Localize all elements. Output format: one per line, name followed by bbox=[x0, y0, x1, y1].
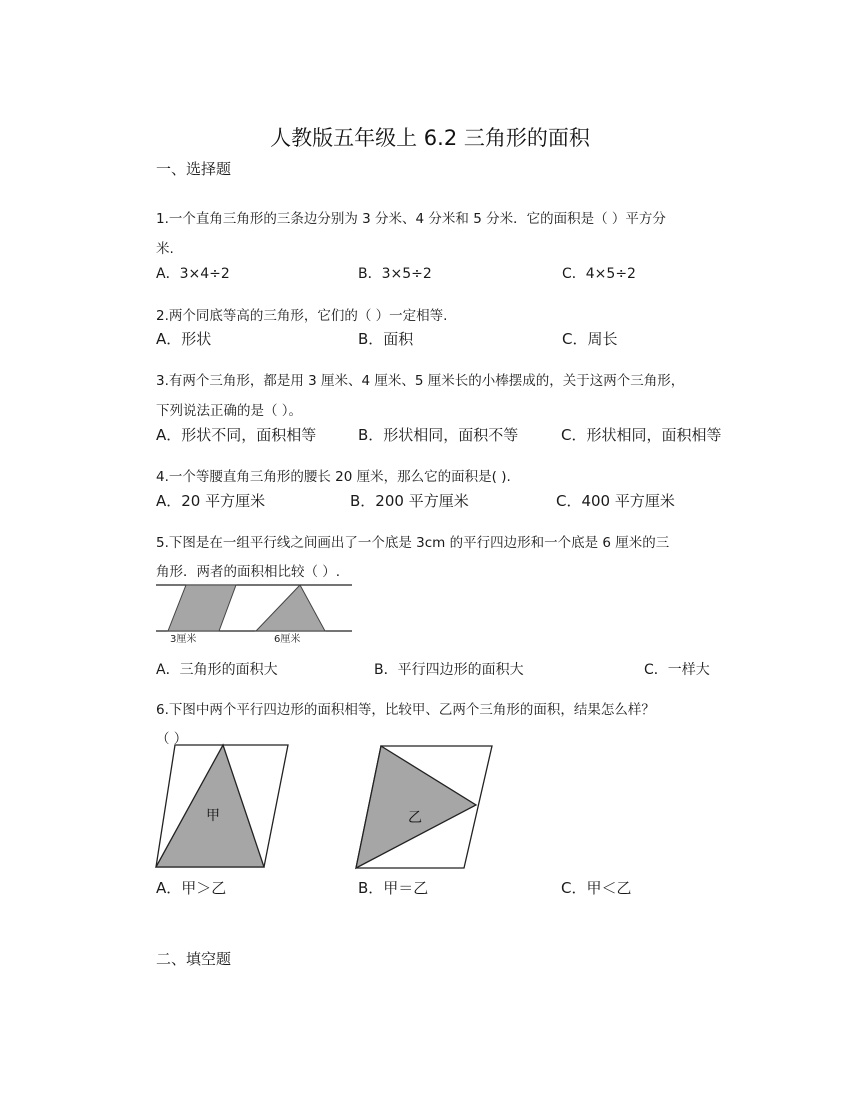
question-3-option-c[interactable]: C．形状相同，面积相等 bbox=[561, 426, 722, 444]
question-2-option-b[interactable]: B．面积 bbox=[358, 330, 414, 348]
shaded-triangle bbox=[256, 585, 325, 631]
shaded-parallelogram bbox=[168, 585, 236, 631]
question-6-figure-left bbox=[150, 740, 295, 872]
question-1-line-2: 米. bbox=[156, 241, 174, 257]
question-4-line-1: 4.一个等腰直角三角形的腰长 20 厘米，那么它的面积是( ). bbox=[156, 469, 511, 485]
parallelogram-base-label: 3厘米 bbox=[170, 634, 197, 645]
section-heading-choice: 一、选择题 bbox=[156, 160, 232, 178]
question-5-option-a[interactable]: A．三角形的面积大 bbox=[156, 662, 278, 678]
question-5-option-c[interactable]: C．一样大 bbox=[644, 662, 710, 678]
triangle-yi-label: 乙 bbox=[408, 810, 422, 826]
question-2-option-c[interactable]: C．周长 bbox=[562, 330, 618, 348]
question-5-option-b[interactable]: B．平行四边形的面积大 bbox=[374, 662, 524, 678]
question-5-line-2: 角形．两者的面积相比较（ ）. bbox=[156, 564, 341, 580]
question-6-option-a[interactable]: A．甲＞乙 bbox=[156, 879, 227, 897]
question-6-figure-right bbox=[352, 743, 497, 873]
question-2-line-1: 2.两个同底等高的三角形，它们的（ ）一定相等. bbox=[156, 308, 448, 324]
triangle-base-label: 6厘米 bbox=[274, 634, 301, 645]
question-4-option-c[interactable]: C．400 平方厘米 bbox=[556, 492, 675, 510]
triangle-jia-label: 甲 bbox=[206, 808, 220, 824]
question-1-option-b[interactable]: B．3×5÷2 bbox=[358, 266, 432, 282]
question-5-line-1: 5.下图是在一组平行线之间画出了一个底是 3cm 的平行四边形和一个底是 6 厘米的三 bbox=[156, 535, 670, 551]
question-3-option-a[interactable]: A．形状不同，面积相等 bbox=[156, 426, 317, 444]
question-1-option-a[interactable]: A．3×4÷2 bbox=[156, 266, 230, 282]
question-3-option-b[interactable]: B．形状相同，面积不等 bbox=[358, 426, 519, 444]
question-6-line-2: （ ） bbox=[156, 731, 188, 747]
question-3-line-2: 下列说法正确的是（ ）。 bbox=[156, 403, 303, 419]
question-1-line-1: 1.一个直角三角形的三条边分别为 3 分米、4 分米和 5 分米．它的面积是（ ）平方分 bbox=[156, 211, 666, 227]
question-2-option-a[interactable]: A．形状 bbox=[156, 330, 212, 348]
question-4-option-b[interactable]: B．200 平方厘米 bbox=[350, 492, 469, 510]
question-4-option-a[interactable]: A．20 平方厘米 bbox=[156, 492, 266, 510]
page-title: 人教版五年级上 6.2 三角形的面积 bbox=[270, 126, 590, 150]
question-6-option-c[interactable]: C．甲＜乙 bbox=[561, 879, 632, 897]
question-6-option-b[interactable]: B．甲＝乙 bbox=[358, 879, 429, 897]
question-3-line-1: 3.有两个三角形，都是用 3 厘米、4 厘米、5 厘米长的小棒摆成的，关于这两个三角形， bbox=[156, 373, 685, 389]
question-5-figure bbox=[152, 578, 356, 650]
question-1-option-c[interactable]: C．4×5÷2 bbox=[562, 266, 636, 282]
question-6-line-1: 6.下图中两个平行四边形的面积相等，比较甲、乙两个三角形的面积，结果怎么样？ bbox=[156, 702, 655, 718]
section-heading-fill: 二、填空题 bbox=[156, 950, 232, 968]
